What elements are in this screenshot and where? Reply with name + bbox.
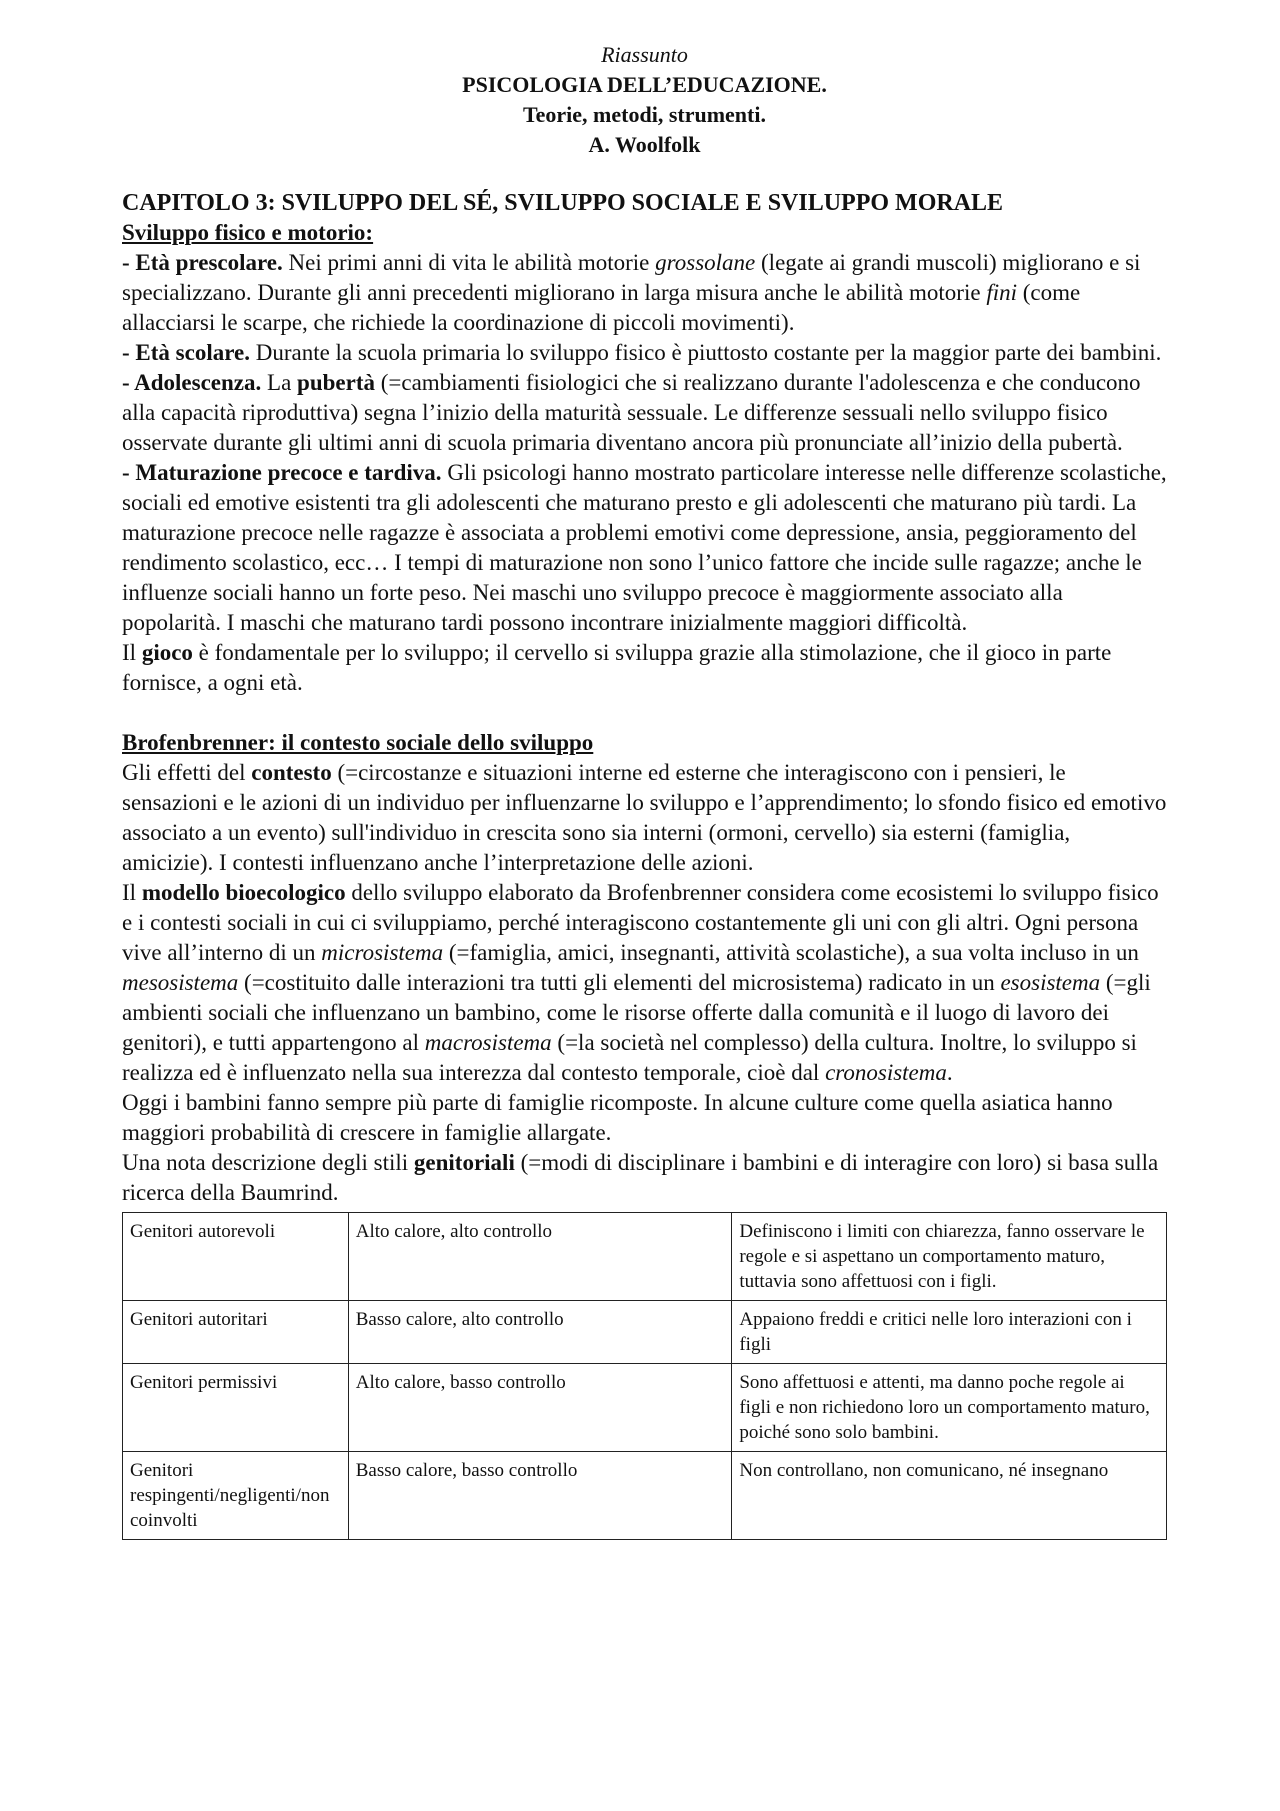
paragraph-text: La (261, 370, 298, 395)
table-cell-style: Genitori autoritari (123, 1301, 349, 1364)
paragraph-parenting-styles (122, 1148, 1167, 1208)
paragraph-maturation (122, 458, 1167, 638)
paragraph-text: è fondamentale per lo sviluppo; il cervello si sviluppa grazie alla stimolazione, che il gioco in parte fornisce, a ogni età. (122, 640, 1112, 695)
emphasis-term: mesosistema (122, 970, 239, 995)
spacer (122, 698, 1167, 728)
table-cell-traits: Basso calore, alto controllo (348, 1301, 732, 1364)
key-term: genitoriali (413, 1150, 515, 1175)
document-subtitle-2: Teorie, metodi, strumenti. (523, 102, 766, 127)
key-term: gioco (141, 640, 193, 665)
chapter-title: CAPITOLO 3: SVILUPPO DEL SÉ, SVILUPPO SOCIALE E SVILUPPO MORALE (122, 190, 1004, 216)
paragraph-preschool (122, 248, 1167, 338)
emphasis-term: fini (986, 280, 1017, 305)
section-title-physical-development: Sviluppo fisico e motorio: (122, 220, 374, 245)
paragraph-lead: - Maturazione precoce e tardiva. (122, 460, 442, 485)
paragraph-bioecological-model (122, 878, 1167, 1088)
table-cell-style: Genitori autorevoli (123, 1213, 349, 1301)
paragraph-text: (=famiglia, amici, insegnanti, attività scolastiche), a sua volta incluso in un (443, 940, 1139, 965)
emphasis-term: microsistema (321, 940, 444, 965)
paragraph-lead: - Età scolare. (122, 340, 250, 365)
paragraph-text: (=la società nel complesso) della cultura. Inoltre, lo sviluppo si realizza ed è influenzato nella sua interezza dal contesto temporale, cioè dal (122, 1030, 1137, 1085)
table-row (123, 1364, 1167, 1452)
paragraph-text: (=gli ambienti sociali che influenzano un bambino, come le risorse offerte dalla comunità e il luogo di lavoro dei genitori), e tutti appartengono al (122, 970, 1151, 1055)
paragraph-lead: - Adolescenza. (122, 370, 262, 395)
table-cell-description: Sono affettuosi e attenti, ma danno poche regole ai figli e non richiedono loro un comportamento maturo, poiché sono solo bambini. (732, 1364, 1167, 1452)
document-author: A. Woolfolk (588, 132, 701, 157)
paragraph-text: Il (122, 880, 142, 905)
document-header (122, 40, 1167, 160)
table-cell-traits: Alto calore, basso controllo (348, 1364, 732, 1452)
emphasis-term: esosistema (1000, 970, 1101, 995)
table-cell-traits: Alto calore, alto controllo (348, 1213, 732, 1301)
table-cell-style: Genitori respingenti/negligenti/non coinvolti (123, 1452, 349, 1540)
table-row (123, 1213, 1167, 1301)
table-cell-style: Genitori permissivi (123, 1364, 349, 1452)
paragraph-text: (=modi di disciplinare i bambini e di interagire con loro) si basa sulla ricerca della Baumrind. (122, 1150, 1159, 1205)
key-term: modello bioecologico (141, 880, 346, 905)
table-row (123, 1301, 1167, 1364)
paragraph-school-age (122, 338, 1167, 368)
emphasis-term: grossolane (655, 250, 756, 275)
paragraph-text: (=cambiamenti fisiologici che si realizzano durante l'adolescenza e che conducono alla capacità riproduttiva) segna l’inizio della maturità sessuale. Le differenze sessuali nello sviluppo fisico osservate durante gli ultimi anni di scuola primaria diventano ancora più pronunciate all’inizio della pubertà. (122, 370, 1141, 455)
paragraph-adolescence (122, 368, 1167, 458)
key-term: contesto (251, 760, 332, 785)
emphasis-term: macrosistema (424, 1030, 552, 1055)
paragraph-text: (legate ai grandi muscoli) migliorano e si specializzano. Durante gli anni precedenti migliorano in larga misura anche le abilità motorie (122, 250, 1141, 305)
paragraph-text: (come allacciarsi le scarpe, che richiede la coordinazione di piccoli movimenti). (122, 280, 1081, 335)
table-cell-description: Non controllano, non comunicano, né insegnano (732, 1452, 1167, 1540)
paragraph-text: Durante la scuola primaria lo sviluppo fisico è piuttosto costante per la maggior parte dei bambini. (249, 340, 1162, 365)
paragraph-context (122, 758, 1167, 878)
section-title-bronfenbrenner: Brofenbrenner: il contesto sociale dello sviluppo (122, 730, 594, 755)
paragraph-text: Una nota descrizione degli stili (122, 1150, 414, 1175)
key-term: pubertà (297, 370, 375, 395)
table-cell-description: Definiscono i limiti con chiarezza, fanno osservare le regole e si aspettano un comportamento maturo, tuttavia sono affettuosi con i figli. (732, 1213, 1167, 1301)
parenting-styles-table (122, 1212, 1167, 1540)
emphasis-term: cronosistema (825, 1060, 947, 1085)
paragraph-text: Il (122, 640, 142, 665)
paragraph-text: dello sviluppo elaborato da Brofenbrenner considera come ecosistemi lo sviluppo fisico e i contesti sociali in cui ci sviluppiamo, perché interagiscono costantemente gli uni con gli altri. Ogni persona vive all’interno di un (122, 880, 1159, 965)
table-cell-description: Appaiono freddi e critici nelle loro interazioni con i figli (732, 1301, 1167, 1364)
document-subtitle: Riassunto (601, 42, 688, 67)
document-page (122, 40, 1167, 1540)
paragraph-play (122, 638, 1167, 698)
paragraph-text: (=circostanze e situazioni interne ed esterne che interagiscono con i pensieri, le sensazioni e le azioni di un individuo per influenzarne lo sviluppo e l’apprendimento; lo sfondo fisico ed emotivo associato a un evento) sull'individuo in crescita sono sia interni (ormoni, cervello) sia esterni (famiglia, amicizie). I contesti influenzano anche l’interpretazione delle azioni. (122, 760, 1167, 875)
paragraph-families: Oggi i bambini fanno sempre più parte di famiglie ricomposte. In alcune culture come quella asiatica hanno maggiori probabilità di crescere in famiglie allargate. (122, 1090, 1113, 1145)
document-title: PSICOLOGIA DELL’EDUCAZIONE. (462, 72, 827, 97)
paragraph-text: . (946, 1060, 953, 1085)
paragraph-text: (=costituito dalle interazioni tra tutti gli elementi del microsistema) radicato in un (238, 970, 1001, 995)
paragraph-text: Gli psicologi hanno mostrato particolare interesse nelle differenze scolastiche, sociali ed emotive esistenti tra gli adolescenti che maturano presto e gli adolescenti che maturano più tardi. La maturazione precoce nelle ragazze è associata a problemi emotivi come depressione, ansia, peggioramento del rendimento scolastico, ecc… I tempi di maturazione non sono l’unico fattore che incide sulle ragazze; anche le influenze sociali hanno un forte peso. Nei maschi uno sviluppo precoce è maggiormente associato alla popolarità. I maschi che maturano tardi possono incontrare inizialmente maggiori difficoltà. (122, 460, 1167, 635)
table-row (123, 1452, 1167, 1540)
paragraph-text: Nei primi anni di vita le abilità motorie (282, 250, 656, 275)
paragraph-lead: - Età prescolare. (122, 250, 283, 275)
paragraph-text: Gli effetti del (122, 760, 252, 785)
table-cell-traits: Basso calore, basso controllo (348, 1452, 732, 1540)
